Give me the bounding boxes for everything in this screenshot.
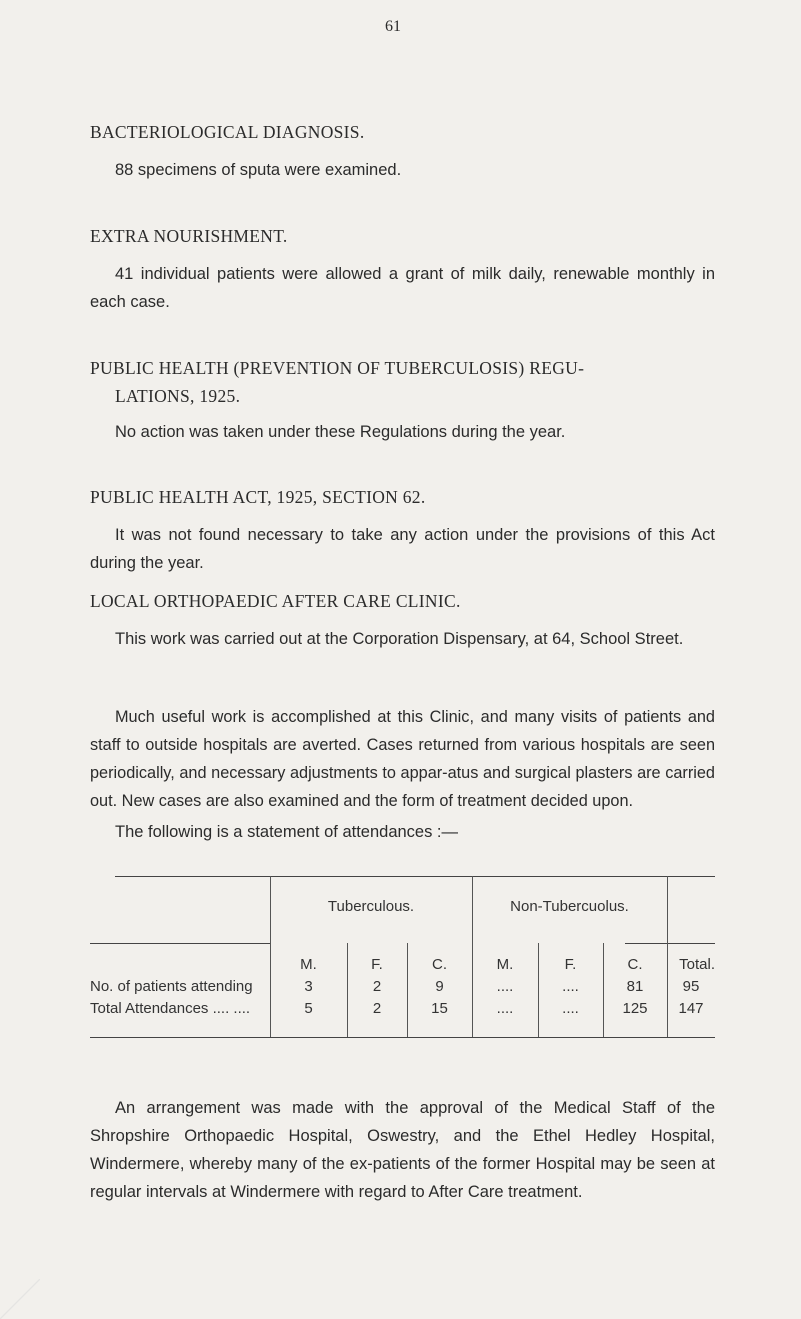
table-cell: 5 [304, 1000, 313, 1017]
table-total-rule [625, 943, 715, 944]
table-cell: .... [562, 1000, 579, 1017]
text-bacteriological: 88 specimens of sputa were examined. [115, 161, 402, 179]
col-header-c: C. [627, 956, 643, 973]
table-cell: 15 [431, 1000, 448, 1017]
heading-orthopaedic: LOCAL ORTHOPAEDIC AFTER CARE CLINIC. [90, 591, 461, 611]
group-header-non-tuberculous: Non-Tubercuolus. [510, 898, 629, 915]
table-cell: .... [496, 978, 514, 995]
table-cell: 3 [304, 978, 313, 995]
row-label-patients: No. of patients attending [90, 978, 253, 995]
table-cell: 147 [678, 1000, 704, 1017]
table-cell: 125 [622, 1000, 648, 1017]
text-orthopaedic-para3: The following is a statement of attendances :— [115, 823, 459, 841]
col-header-m: M. [496, 956, 514, 973]
table-cell: 81 [626, 978, 644, 995]
text-section-62: It was not found necessary to take any action under the provisions of this Act during the year. [90, 526, 715, 572]
table-cell: .... [562, 978, 579, 995]
table-cell: 95 [682, 978, 700, 995]
heading-bacteriological: BACTERIOLOGICAL DIAGNOSIS. [90, 122, 365, 142]
heading-section-62: PUBLIC HEALTH ACT, 1925, SECTION 62. [90, 487, 426, 507]
table-bottom-rule [90, 1037, 715, 1038]
table-cell: .... [496, 1000, 514, 1017]
text-orthopaedic-para1: This work was carried out at the Corporation Dispensary, at 64, School Street. [115, 630, 684, 648]
text-orthopaedic-closing: An arrangement was made with the approval of the Medical Staff of the Shropshire Orthopaedic Hospital, Oswestry, and the Ethel Hedley Hospital, Windermere, whereby many of the ex-patients of the former Hospital may be seen at regular intervals at Windermere with regard to After Care treatment. [90, 1099, 715, 1201]
text-regulations: No action was taken under these Regulations during the year. [115, 423, 566, 441]
scan-artifact [0, 1279, 40, 1319]
table-header-rule [90, 943, 270, 944]
row-label-attendances: Total Attendances .... .... [90, 1000, 251, 1017]
col-header-m: M. [300, 956, 317, 973]
text-orthopaedic-para2: Much useful work is accomplished at this Clinic, and many visits of patients and staff to outside hospitals are averted. Cases returned from various hospitals are seen periodically, and necessary adjustments to appar-atus and surgical plasters are carried out. New cases are also examined and the form of treatment decided upon. [90, 708, 715, 810]
col-header-f: F. [564, 956, 577, 973]
table-top-rule [115, 876, 715, 877]
heading-regulations-line2: LATIONS, 1925. [115, 386, 241, 406]
page-number: 61 [385, 18, 401, 35]
text-extra-nourishment: 41 individual patients were allowed a grant of milk daily, renewable monthly in each case. [90, 265, 715, 311]
col-header-f: F. [371, 956, 383, 973]
table-cell: 2 [372, 978, 382, 995]
table-cell: 9 [435, 978, 444, 995]
col-header-total: Total. [679, 956, 715, 973]
heading-extra-nourishment: EXTRA NOURISHMENT. [90, 226, 288, 246]
group-header-tuberculous: Tuberculous. [327, 898, 415, 915]
heading-regulations [90, 354, 584, 410]
attendance-table [90, 876, 715, 1038]
table-cell: 2 [372, 1000, 382, 1017]
col-header-c: C. [432, 956, 447, 973]
heading-regulations-line1: PUBLIC HEALTH (PREVENTION OF TUBERCULOSIS) REGU- [90, 358, 585, 378]
